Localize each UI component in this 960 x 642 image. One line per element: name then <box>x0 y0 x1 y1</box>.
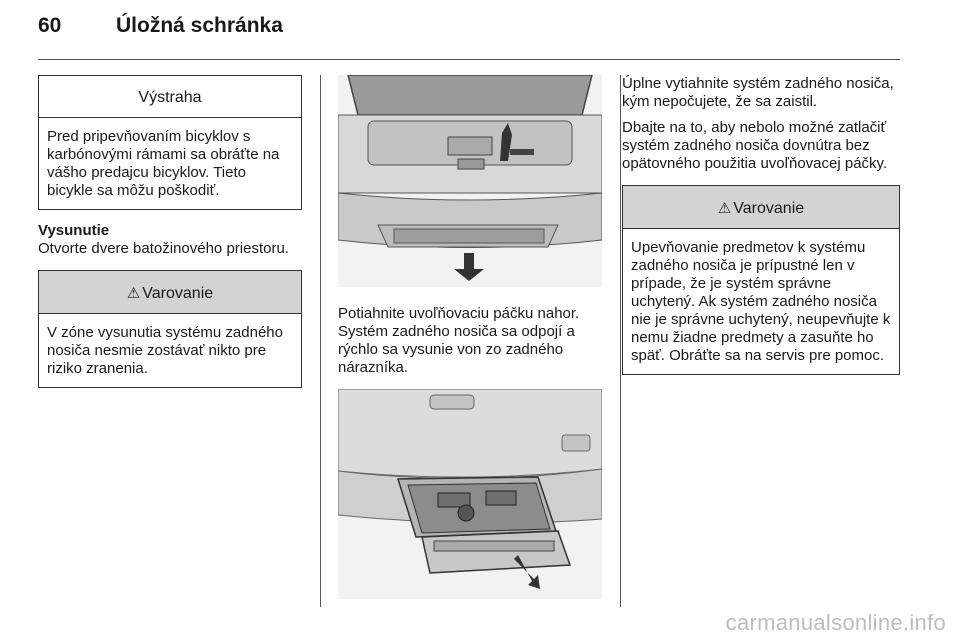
section-text: Otvorte dvere batožinového priestoru. <box>38 240 289 257</box>
warning-box <box>622 185 900 375</box>
page-header <box>38 14 283 38</box>
warning-text: V zóne vysunutia systému zadného nosiča nesmie zostávať nikto pre riziko zranenia. <box>47 324 283 377</box>
figure-caption: Potiahnite uvoľňovaciu páčku nahor. Systém zadného nosiča sa odpojí a rýchlo sa vysunie von zo zadného nárazníka. <box>338 305 580 376</box>
watermark: carmanualsonline.info <box>725 610 946 635</box>
warning-text: Upevňovanie predmetov k systému zadného nosiča je prípustné len v prípade, že je systém správne uchytený. Ak systém zadného nosiča nie je správne uchytený, neupevňujte k nemu žiadne predmety a zasuňte ho späť. Obráťte sa na servis pre pomoc. <box>631 239 891 364</box>
left-column <box>38 75 302 388</box>
header-rule <box>38 59 900 60</box>
paragraph-2: Dbajte na to, aby nebolo možné zatlačiť systém zadného nosiča dovnútra bez opätovného použitia uvoľňovacej páčky. <box>622 119 888 172</box>
warning-title: Varovanie <box>142 285 214 302</box>
release-lever-illustration <box>338 75 602 287</box>
section-title: Vysunutie <box>38 222 110 239</box>
column-divider <box>620 75 621 607</box>
warning-header <box>39 271 301 314</box>
warning-title: Varovanie <box>733 200 805 217</box>
warning-triangle-icon: ⚠ <box>126 285 141 302</box>
caution-text: Pred pripevňovaním bicyklov s karbónovými rámami sa obráťte na vášho predajcu bicyklov. Tieto bicykle sa môžu poškodiť. <box>47 128 280 199</box>
page-number: 60 <box>38 14 62 37</box>
paragraph-1: Úplne vytiahnite systém zadného nosiča, kým nepočujete, že sa zaistil. <box>622 75 894 110</box>
caution-box <box>38 75 302 210</box>
caution-title: Výstraha <box>39 76 301 118</box>
page-title: Úložná schránka <box>116 14 283 37</box>
column-divider <box>320 75 321 607</box>
warning-header <box>623 186 899 229</box>
middle-column <box>338 75 602 599</box>
warning-triangle-icon: ⚠ <box>717 200 732 217</box>
carrier-extended-illustration <box>338 389 602 599</box>
warning-box <box>38 270 302 388</box>
right-column <box>622 75 900 375</box>
